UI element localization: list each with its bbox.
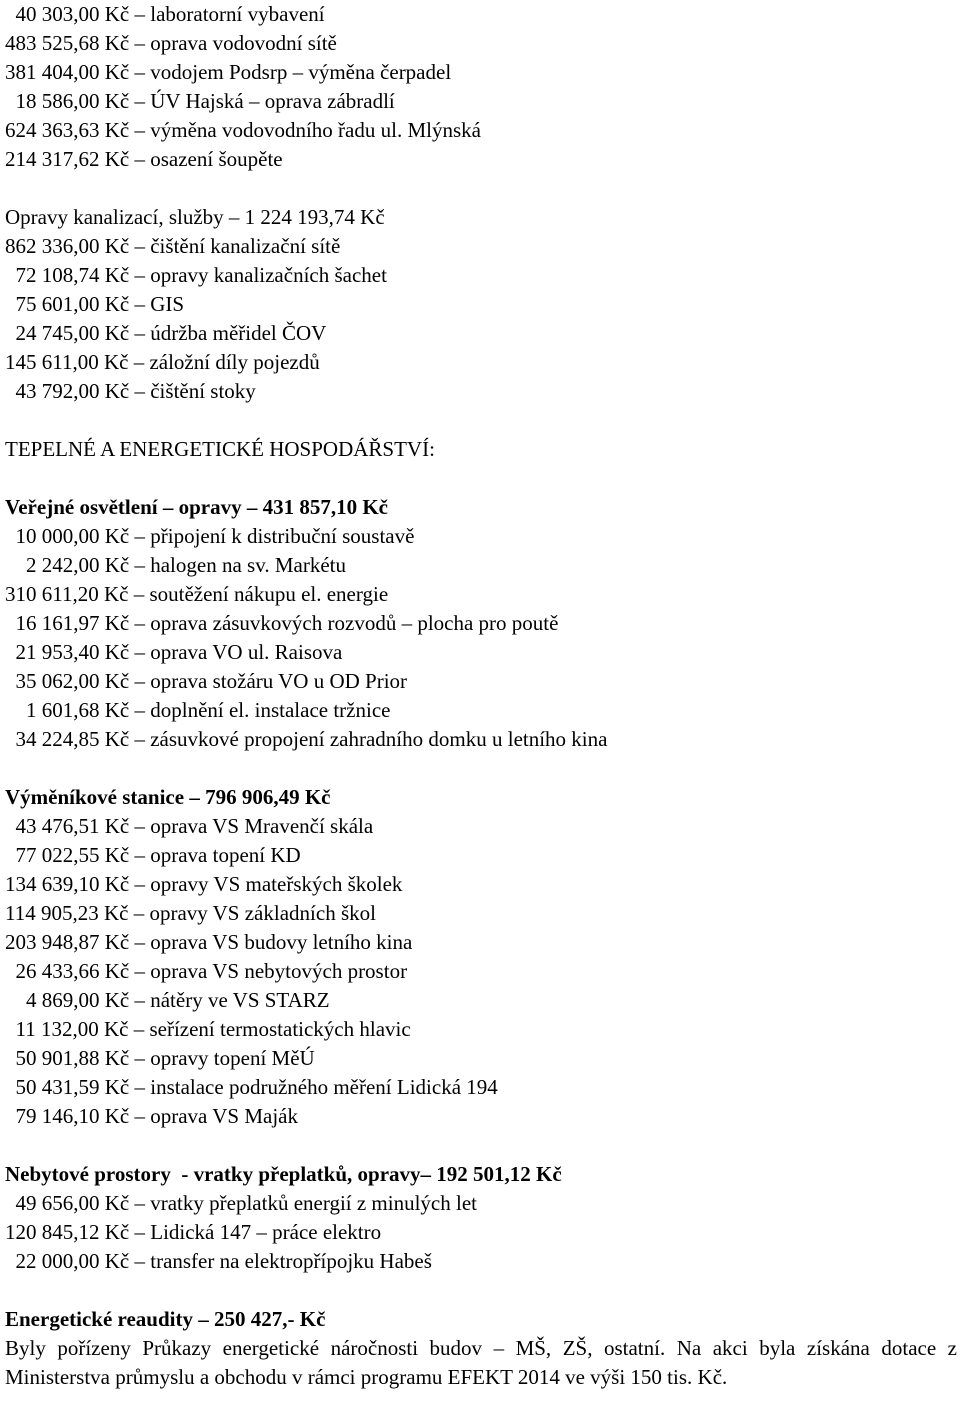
document-line: 18 586,00 Kč – ÚV Hajská – oprava zábradlí <box>5 89 395 113</box>
section-heading: Výměníkové stanice – 796 906,49 Kč <box>5 785 331 809</box>
document-line: 21 953,40 Kč – oprava VO ul. Raisova <box>5 640 343 664</box>
document-line: 134 639,10 Kč – opravy VS mateřských školek <box>5 872 403 896</box>
document-line: 145 611,00 Kč – záložní díly pojezdů <box>5 350 320 374</box>
section-heading: Energetické reaudity – 250 427,- Kč <box>5 1307 326 1331</box>
document-line: 43 476,51 Kč – oprava VS Mravenčí skála <box>5 814 374 838</box>
document-line: 310 611,20 Kč – soutěžení nákupu el. energie <box>5 582 389 606</box>
document-line: 24 745,00 Kč – údržba měřidel ČOV <box>5 321 327 345</box>
document-line: 79 146,10 Kč – oprava VS Maják <box>5 1104 298 1128</box>
document-line: Opravy kanalizací, služby – 1 224 193,74 Kč <box>5 205 385 229</box>
document-line: 75 601,00 Kč – GIS <box>5 292 185 316</box>
document-line: 2 242,00 Kč – halogen na sv. Markétu <box>5 553 346 577</box>
document-line: 120 845,12 Kč – Lidická 147 – práce elektro <box>5 1220 382 1244</box>
section-heading: Veřejné osvětlení – opravy – 431 857,10 Kč <box>5 495 389 519</box>
document-line: 10 000,00 Kč – připojení k distribuční soustavě <box>5 524 415 548</box>
document-line: 22 000,00 Kč – transfer na elektropřípojku Habeš <box>5 1249 432 1273</box>
document-line: 203 948,87 Kč – oprava VS budovy letního kina <box>5 930 413 954</box>
document-line: 43 792,00 Kč – čištění stoky <box>5 379 256 403</box>
document-line: 114 905,23 Kč – opravy VS základních škol <box>5 901 376 925</box>
document-line: 11 132,00 Kč – seřízení termostatických hlavic <box>5 1017 411 1041</box>
section-heading: Nebytové prostory - vratky přeplatků, opravy– 192 501,12 Kč <box>5 1162 562 1186</box>
document-line: 72 108,74 Kč – opravy kanalizačních šachet <box>5 263 387 287</box>
document-line: 624 363,63 Kč – výměna vodovodního řadu ul. Mlýnská <box>5 118 481 142</box>
document-line: 1 601,68 Kč – doplnění el. instalace tržnice <box>5 698 391 722</box>
document-line: 862 336,00 Kč – čištění kanalizační sítě <box>5 234 341 258</box>
document-line: 49 656,00 Kč – vratky přeplatků energií z minulých let <box>5 1191 477 1215</box>
document-line: 35 062,00 Kč – oprava stožáru VO u OD Prior <box>5 669 408 693</box>
document-line: 483 525,68 Kč – oprava vodovodní sítě <box>5 31 337 55</box>
document-line: 77 022,55 Kč – oprava topení KD <box>5 843 301 867</box>
document-line: 4 869,00 Kč – nátěry ve VS STARZ <box>5 988 330 1012</box>
document-line: 214 317,62 Kč – osazení šoupěte <box>5 147 283 171</box>
document-line: 40 303,00 Kč – laboratorní vybavení <box>5 2 325 26</box>
document-line: 34 224,85 Kč – zásuvkové propojení zahradního domku u letního kina <box>5 727 608 751</box>
energy-audit-paragraph: Byly pořízeny Průkazy energetické náročnosti budov – MŠ, ZŠ, ostatní. Na akci byla získána dotace z Ministerstva průmyslu a obchodu v rámci programu EFEKT 2014 ve výši 150 tis. Kč. <box>5 1336 957 1389</box>
document-line: TEPELNÉ A ENERGETICKÉ HOSPODÁŘSTVÍ: <box>5 437 435 461</box>
document-line: 16 161,97 Kč – oprava zásuvkových rozvodů – plocha pro poutě <box>5 611 559 635</box>
document-line: 381 404,00 Kč – vodojem Podsrp – výměna čerpadel <box>5 60 452 84</box>
document-line: 26 433,66 Kč – oprava VS nebytových prostor <box>5 959 408 983</box>
document-line: 50 431,59 Kč – instalace podružného měření Lidická 194 <box>5 1075 498 1099</box>
document-line: 50 901,88 Kč – opravy topení MěÚ <box>5 1046 315 1070</box>
